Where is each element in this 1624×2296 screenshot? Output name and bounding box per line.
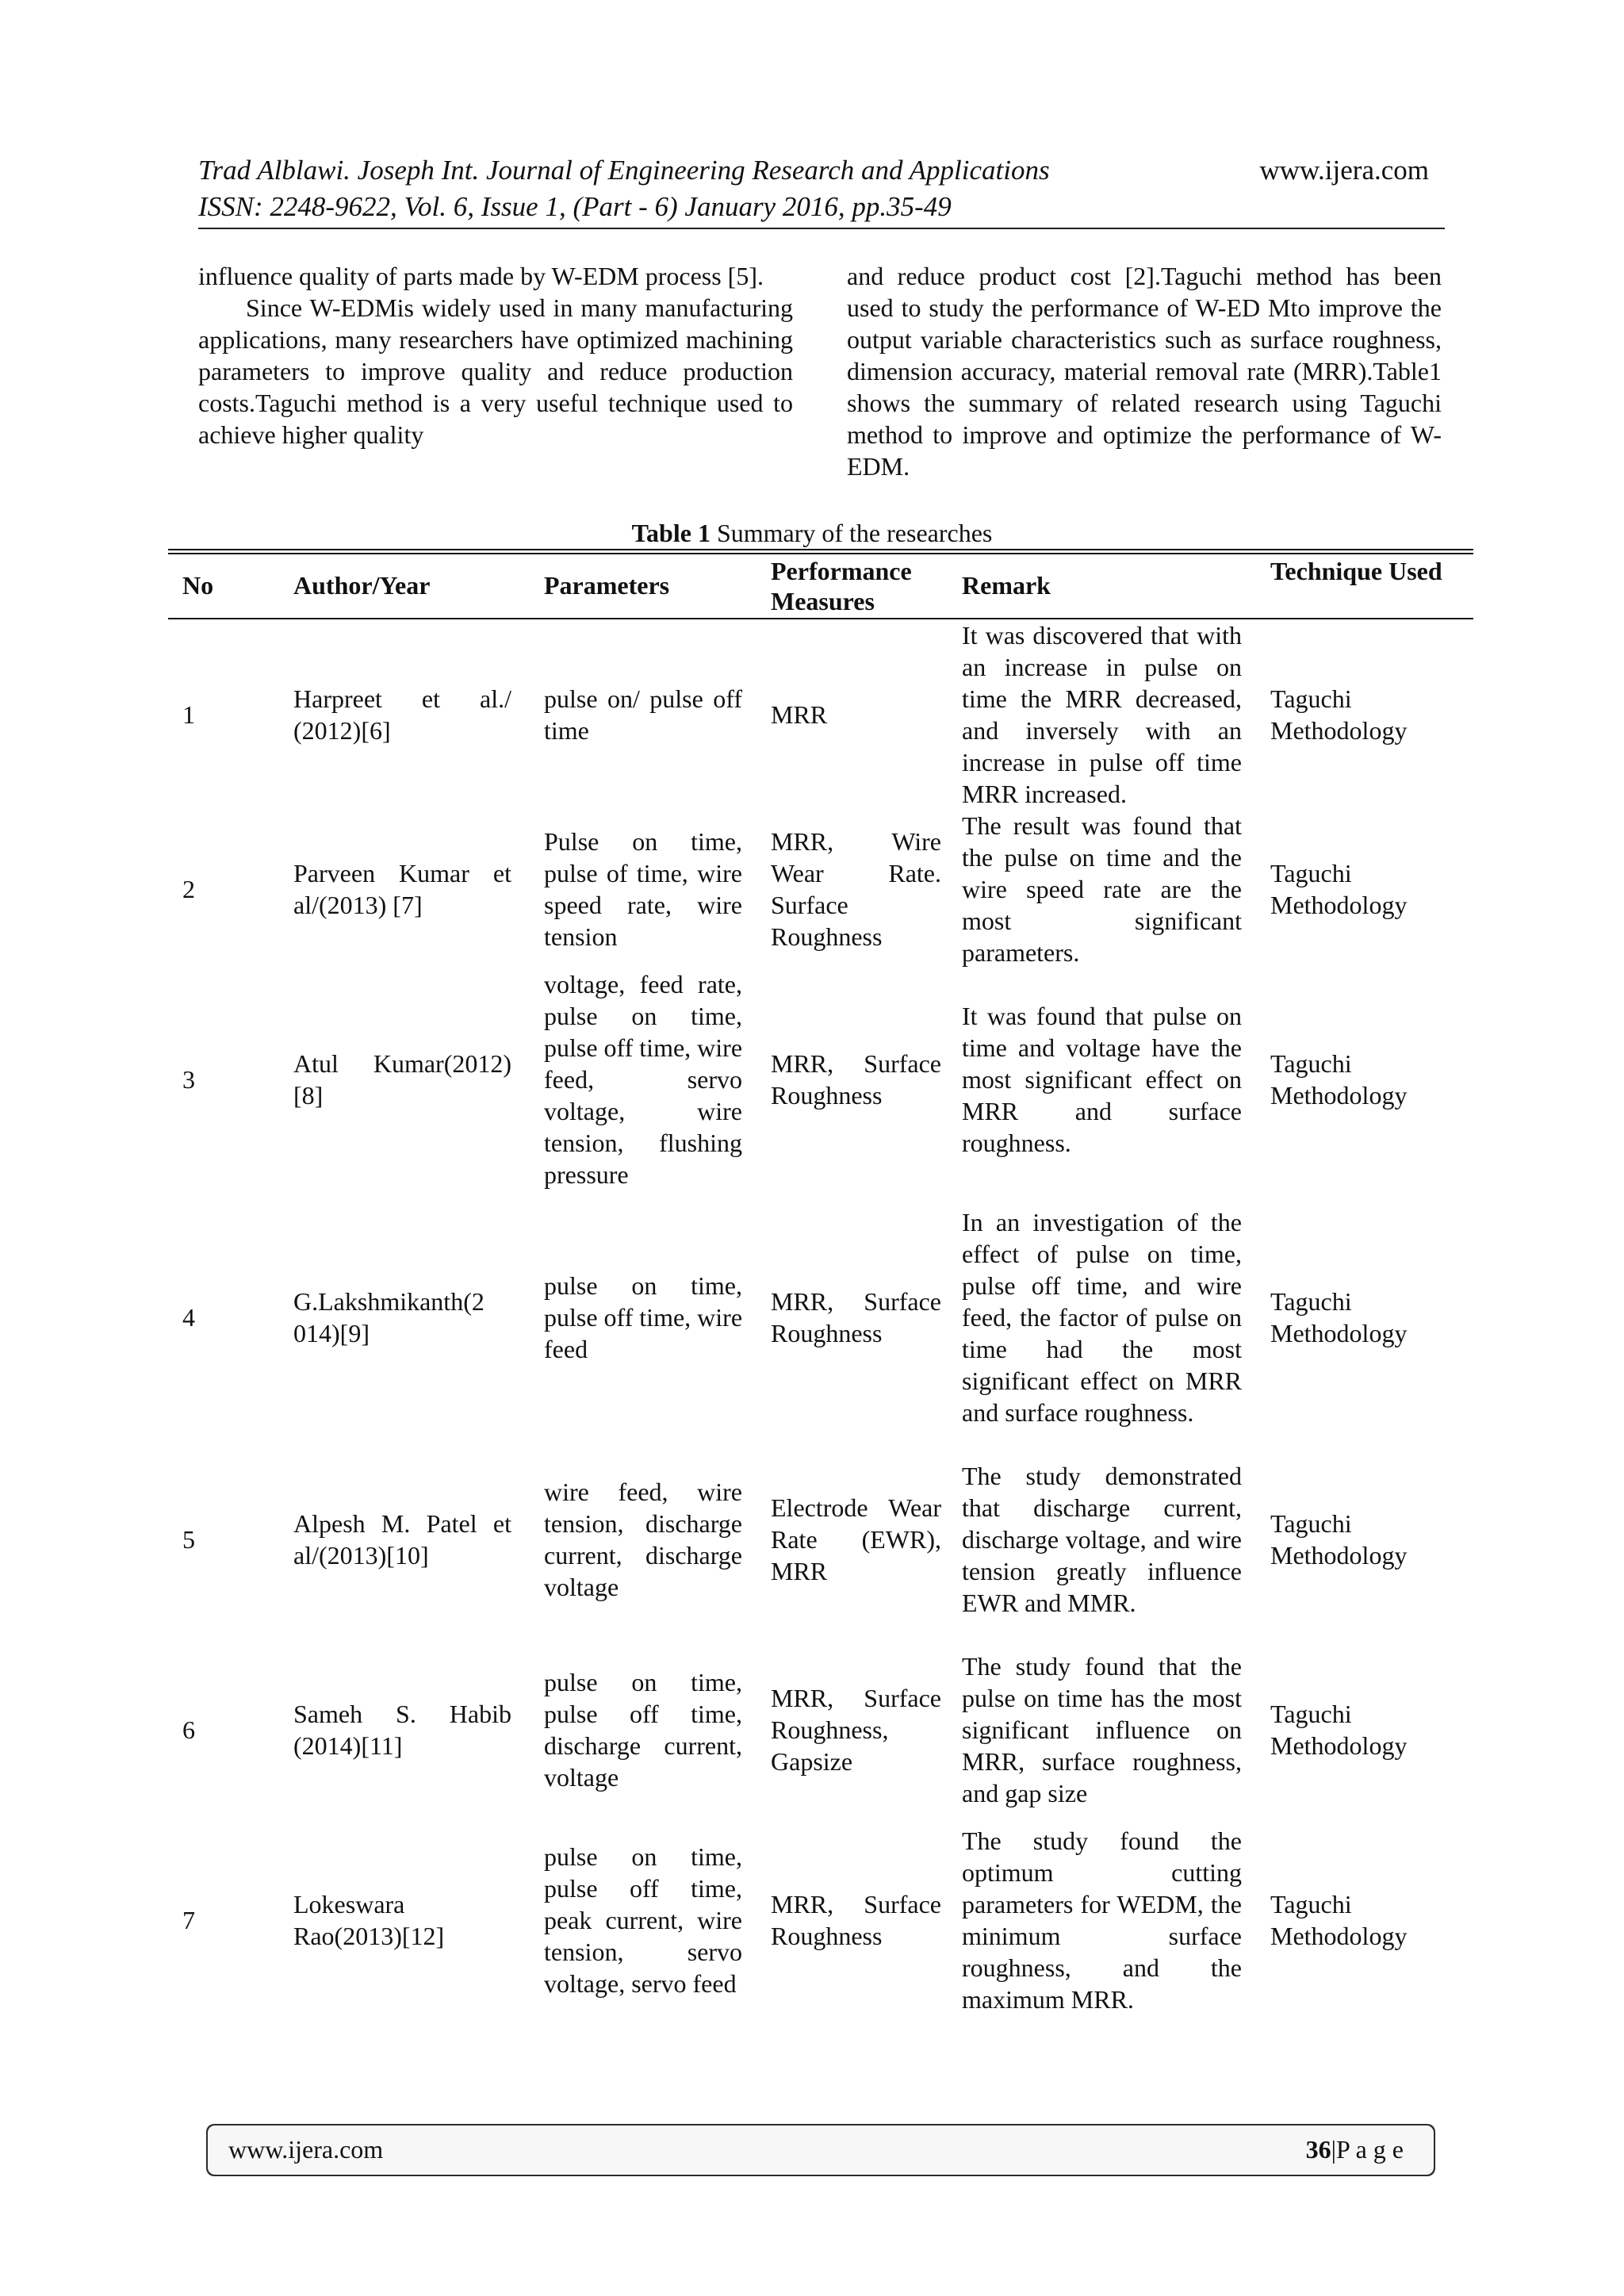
- cell-no: 4: [182, 1303, 195, 1332]
- cell-remark: It was discovered that with an increase in pulse on time the MRR decreased, and inversely with an increase in pulse off time MRR increased.: [962, 621, 1242, 808]
- cell-author: G.Lakshmikanth(2 014)[9]: [293, 1287, 485, 1347]
- cell-performance: MRR, Surface Roughness: [771, 1890, 941, 1950]
- header-author: Author/Year: [293, 571, 431, 600]
- header-divider: [198, 228, 1445, 229]
- cell-performance: MRR, Surface Roughness: [771, 1287, 941, 1347]
- cell-no: 1: [182, 700, 195, 729]
- header-performance: Performance Measures: [771, 557, 912, 615]
- journal-title: Trad Alblawi. Joseph Int. Journal of Engineering Research and Applications: [198, 155, 1050, 186]
- cell-no: 3: [182, 1065, 195, 1094]
- cell-technique: Taguchi Methodology: [1270, 1700, 1408, 1760]
- page-header: [198, 152, 1443, 225]
- right-column: [847, 260, 1442, 482]
- cell-performance: MRR, Surface Roughness: [771, 1049, 941, 1110]
- cell-technique: Taguchi Methodology: [1270, 1287, 1408, 1347]
- header-parameters: Parameters: [544, 571, 670, 600]
- table-row: [168, 1635, 1473, 1825]
- cell-no: 5: [182, 1525, 195, 1554]
- cell-parameters: wire feed, wire tension, discharge current, discharge voltage: [544, 1478, 742, 1601]
- left-paragraph-1: influence quality of parts made by W-EDM process [5].: [198, 262, 764, 290]
- cell-remark: The study found that the pulse on time has the most significant influence on MRR, surface roughness, and gap size: [962, 1652, 1242, 1807]
- table-caption-label: Table 1: [631, 519, 710, 547]
- footer-page-number: [1306, 2133, 1404, 2165]
- cell-technique: Taguchi Methodology: [1270, 859, 1408, 919]
- header-website-link[interactable]: www.ijera.com: [1259, 155, 1429, 186]
- table-top-rule: [168, 549, 1473, 550]
- right-paragraph-1: and reduce product cost [2].Taguchi method has been used to study the performance of W-ED Mto improve the output variable characteristics such as surface roughness, dimension accuracy, material removal rate (MRR).Table1 shows the summary of related research using Taguchi method to improve and optimize the performance of W-EDM.: [847, 262, 1442, 481]
- table-row: [168, 1190, 1473, 1444]
- table-caption: [0, 517, 1624, 549]
- cell-parameters: pulse on/ pulse off time: [544, 684, 742, 745]
- cell-author: Alpesh M. Patel et al/(2013)[10]: [293, 1509, 511, 1570]
- cell-parameters: pulse on time, pulse off time, discharge current, voltage: [544, 1668, 742, 1792]
- footer-bar-inner: [208, 2125, 1434, 2175]
- cell-technique: Taguchi Methodology: [1270, 1509, 1408, 1570]
- left-paragraph-2: Since W-EDMis widely used in many manufacturing applications, many researchers have optimized machining parameters to improve quality and reduce production costs.Taguchi method is a very useful technique used to achieve higher quality: [198, 293, 793, 449]
- cell-performance: MRR: [771, 700, 828, 729]
- cell-performance: MRR, Wire Wear Rate. Surface Roughness: [771, 827, 941, 951]
- cell-author: Lokeswara Rao(2013)[12]: [293, 1890, 445, 1950]
- journal-issn: ISSN: 2248-9622, Vol. 6, Issue 1, (Part - 6) January 2016, pp.35-49: [198, 191, 952, 222]
- table-row: [168, 619, 1473, 810]
- table-header-row: [168, 554, 1473, 618]
- header-technique: Technique Used: [1270, 557, 1442, 585]
- cell-no: 6: [182, 1715, 195, 1744]
- table-row: [168, 1825, 1473, 2015]
- cell-performance: Electrode Wear Rate (EWR), MRR: [771, 1493, 941, 1585]
- footer-website-link[interactable]: www.ijera.com: [228, 2135, 384, 2164]
- cell-no: 2: [182, 875, 195, 903]
- cell-parameters: Pulse on time, pulse of time, wire speed rate, wire tension: [544, 827, 742, 951]
- research-summary-table: [168, 549, 1473, 2015]
- cell-parameters: pulse on time, pulse off time, peak current, wire tension, servo voltage, servo feed: [544, 1842, 742, 1998]
- cell-parameters: voltage, feed rate, pulse on time, pulse off time, wire feed, servo voltage, wire tension, flushing pressure: [544, 970, 743, 1189]
- table-row: [168, 1444, 1473, 1635]
- header-no: No: [182, 571, 214, 600]
- cell-technique: Taguchi Methodology: [1270, 1890, 1408, 1950]
- table-row: [168, 810, 1473, 968]
- cell-remark: The result was found that the pulse on time and the wire speed rate are the most significant parameters.: [962, 811, 1242, 967]
- cell-author: Atul Kumar(2012)[8]: [293, 1049, 511, 1110]
- cell-remark: In an investigation of the effect of pulse on time, pulse off time, and wire feed, the factor of pulse on time had the most significant effect on MRR and surface roughness.: [962, 1208, 1242, 1427]
- left-column: [198, 260, 793, 450]
- cell-technique: Taguchi Methodology: [1270, 1049, 1408, 1110]
- cell-performance: MRR, Surface Roughness, Gapsize: [771, 1684, 941, 1776]
- page-number: 36: [1305, 2135, 1331, 2164]
- table-caption-text: Summary of the researches: [710, 519, 993, 547]
- cell-author: Harpreet et al./ (2012)[6]: [293, 684, 511, 745]
- cell-remark: The study demonstrated that discharge current, discharge voltage, and wire tension greatly influence EWR and MMR.: [962, 1462, 1242, 1617]
- cell-remark: The study found the optimum cutting parameters for WEDM, the minimum surface roughness, and the maximum MRR.: [962, 1826, 1242, 2014]
- header-remark: Remark: [962, 571, 1051, 600]
- cell-author: Parveen Kumar et al/(2013) [7]: [293, 859, 511, 919]
- cell-parameters: pulse on time, pulse off time, wire feed: [544, 1271, 743, 1363]
- table-row: [168, 968, 1473, 1190]
- cell-technique: Taguchi Methodology: [1270, 684, 1408, 745]
- cell-remark: It was found that pulse on time and voltage have the most significant effect on MRR and surface roughness.: [962, 1002, 1242, 1157]
- page-footer: [206, 2124, 1435, 2176]
- cell-no: 7: [182, 1906, 195, 1934]
- cell-author: Sameh S. Habib (2014)[11]: [293, 1700, 511, 1760]
- page-label: |P a g e: [1331, 2135, 1404, 2164]
